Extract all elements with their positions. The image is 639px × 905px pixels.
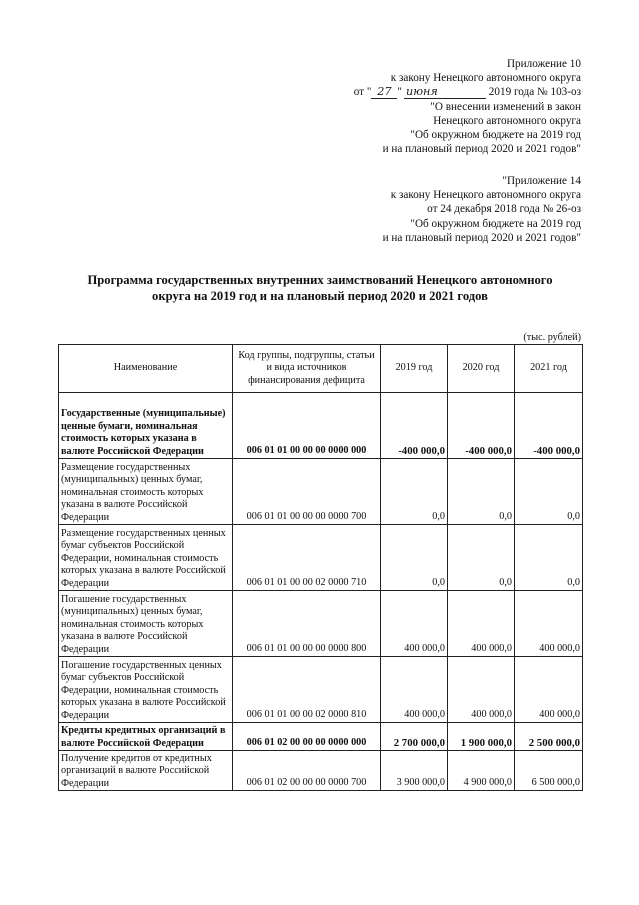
row-code: 006 01 01 00 00 00 0000 700 xyxy=(233,459,381,525)
row-value-2020: 400 000,0 xyxy=(448,657,515,723)
appendix-label: "Приложение 14 xyxy=(502,175,581,187)
law-title-line: "Об окружном бюджете на 2019 год xyxy=(410,129,581,142)
row-code: 006 01 02 00 00 00 0000 000 xyxy=(233,723,381,751)
row-value-2021: 400 000,0 xyxy=(515,657,583,723)
row-value-2020: 4 900 000,0 xyxy=(448,751,515,791)
row-value-2019: 0,0 xyxy=(381,525,448,591)
row-name: Кредиты кредитных организаций в валюте Российской Федерации xyxy=(59,723,233,751)
row-code: 006 01 01 00 00 02 0000 710 xyxy=(233,525,381,591)
row-value-2021: 0,0 xyxy=(515,459,583,525)
borrowing-program-table xyxy=(58,344,583,791)
table-row xyxy=(59,751,583,791)
title-line-2: округа на 2019 год и на плановый период 2020 и 2021 годов xyxy=(152,289,488,303)
table-row xyxy=(59,525,583,591)
row-value-2021: -400 000,0 xyxy=(515,393,583,459)
law-reference: к закону Ненецкого автономного округа xyxy=(390,72,581,85)
row-value-2021: 0,0 xyxy=(515,525,583,591)
row-value-2020: 0,0 xyxy=(448,525,515,591)
appendix-10-header xyxy=(354,57,581,156)
row-value-2019: -400 000,0 xyxy=(381,393,448,459)
law-date-line xyxy=(354,85,581,99)
row-code: 006 01 02 00 00 00 0000 700 xyxy=(233,751,381,791)
header-2020: 2020 год xyxy=(448,345,515,393)
law-title-line: "Об окружном бюджете на 2019 год xyxy=(410,217,581,230)
header-2019: 2019 год xyxy=(381,345,448,393)
row-value-2020: 0,0 xyxy=(448,459,515,525)
date-quote: " xyxy=(397,86,402,99)
table-row xyxy=(59,657,583,723)
row-name: Размещение государственных (муниципальных) ценных бумаг, номинальная стоимость которых указана в валюте Российской Федерации xyxy=(59,459,233,525)
law-title-line: и на плановый период 2020 и 2021 годов" xyxy=(382,143,581,156)
row-code: 006 01 01 00 00 00 0000 800 xyxy=(233,591,381,657)
row-value-2020: 1 900 000,0 xyxy=(448,723,515,751)
appendix-14-header xyxy=(383,174,581,245)
date-prefix: от " xyxy=(353,86,372,99)
row-name: Размещение государственных ценных бумаг субъектов Российской Федерации, номинальная стоимость которых указана в валюте Российской Федерации xyxy=(59,525,233,591)
table-row xyxy=(59,393,583,459)
row-value-2021: 2 500 000,0 xyxy=(515,723,583,751)
header-name: Наименование xyxy=(59,345,233,393)
law-date-line: от 24 декабря 2018 года № 26-оз xyxy=(427,203,581,216)
row-value-2020: -400 000,0 xyxy=(448,393,515,459)
law-title-line: Ненецкого автономного округа xyxy=(433,114,581,127)
row-name: Получение кредитов от кредитных организаций в валюте Российской Федерации xyxy=(59,751,233,791)
law-reference: к закону Ненецкого автономного округа xyxy=(390,189,581,202)
title-line-1: Программа государственных внутренних заимствований Ненецкого автономного xyxy=(87,273,553,287)
row-value-2021: 400 000,0 xyxy=(515,591,583,657)
row-name: Государственные (муниципальные) ценные бумаги, номинальная стоимость которых указана в валюте Российской Федерации xyxy=(59,393,233,459)
row-value-2019: 400 000,0 xyxy=(381,657,448,723)
row-value-2021: 6 500 000,0 xyxy=(515,751,583,791)
row-code: 006 01 01 00 00 02 0000 810 xyxy=(233,657,381,723)
appendix-label: Приложение 10 xyxy=(506,58,581,70)
header-code: Код группы, подгруппы, статьи и вида источников финансирования дефицита xyxy=(233,345,381,393)
row-name: Погашение государственных (муниципальных) ценных бумаг, номинальная стоимость которых указана в валюте Российской Федерации xyxy=(59,591,233,657)
row-name: Погашение государственных ценных бумаг субъектов Российской Федерации, номинальная стоимость которых указана в валюте Российской Федерации xyxy=(59,657,233,723)
row-value-2019: 0,0 xyxy=(381,459,448,525)
table-row xyxy=(59,591,583,657)
row-code: 006 01 01 00 00 00 0000 000 xyxy=(233,393,381,459)
row-value-2020: 400 000,0 xyxy=(448,591,515,657)
table-row xyxy=(59,723,583,751)
document-title xyxy=(60,272,580,304)
units-label: (тыс. рублей) xyxy=(523,332,581,343)
handwritten-month: июня xyxy=(404,86,486,99)
law-title-line: и на плановый период 2020 и 2021 годов" xyxy=(382,231,581,244)
row-value-2019: 2 700 000,0 xyxy=(381,723,448,751)
row-value-2019: 3 900 000,0 xyxy=(381,751,448,791)
row-value-2019: 400 000,0 xyxy=(381,591,448,657)
date-suffix: 2019 года № 103-оз xyxy=(488,86,581,99)
header-2021: 2021 год xyxy=(515,345,583,393)
table-header-row xyxy=(59,345,583,393)
law-title-line: "О внесении изменений в закон xyxy=(430,100,581,113)
table-row xyxy=(59,459,583,525)
handwritten-day: 27 xyxy=(371,86,397,99)
